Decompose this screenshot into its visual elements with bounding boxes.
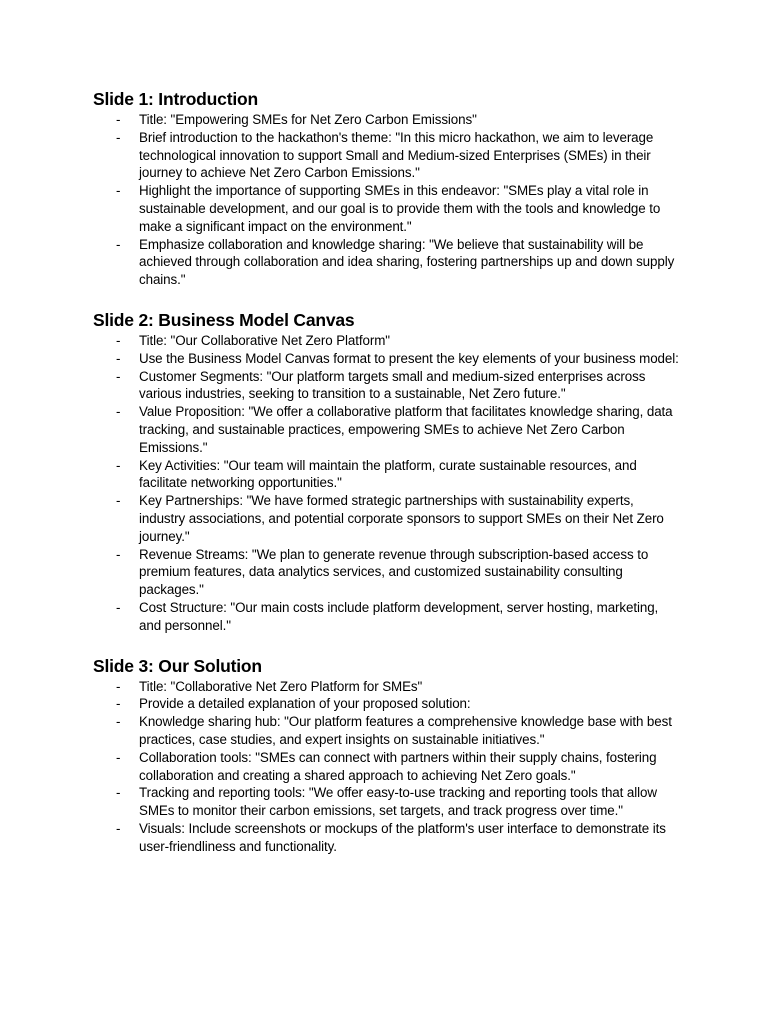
list-item (93, 350, 683, 368)
list-item (93, 492, 683, 545)
slide-heading: Slide 3: Our Solution (93, 655, 262, 676)
list-item (93, 111, 683, 129)
bullet-dash: - (116, 404, 121, 420)
list-item-text: Knowledge sharing hub: "Our platform features a comprehensive knowledge base with best practices, case studies, and expert insights on sustainable initiatives." (139, 714, 672, 747)
list-item-text: Brief introduction to the hackathon's theme: "In this micro hackathon, we aim to leverage technological innovation to support Small and Medium-sized Enterprises (SMEs) in their journey to achieve Net Zero Carbon Emissions." (139, 129, 654, 181)
slide-heading: Slide 1: Introduction (93, 89, 258, 109)
bullet-dash: - (116, 183, 121, 199)
slide-3-section (93, 655, 683, 856)
bullet-dash: - (116, 820, 121, 836)
bullet-dash: - (116, 350, 121, 366)
list-item-text: Key Partnerships: "We have formed strategic partnerships with sustainability experts, industry associations, and potential corporate sponsors to support SMEs on their Net Zero journey." (139, 493, 664, 544)
slide-1-section (93, 88, 683, 289)
list-item-text: Title: "Empowering SMEs for Net Zero Carbon Emissions" (139, 112, 477, 127)
list-item-text: Title: "Our Collaborative Net Zero Platform" (139, 332, 390, 348)
list-item (93, 678, 683, 696)
list-item (93, 182, 683, 235)
list-item (93, 695, 683, 713)
list-item (93, 129, 683, 182)
bullet-dash: - (116, 112, 121, 127)
list-item-text: Provide a detailed explanation of your proposed solution: (139, 696, 471, 712)
bullet-dash: - (116, 696, 121, 712)
document-content (93, 88, 683, 875)
list-item-text: Emphasize collaboration and knowledge sharing: "We believe that sustainability will be achieved through collaboration and idea sharing, fostering partnerships up and down supply chains." (139, 236, 675, 288)
bullet-dash: - (116, 368, 121, 384)
bullet-dash: - (116, 493, 121, 509)
list-item (93, 332, 683, 350)
slide-2-section (93, 309, 683, 635)
list-item-text: Value Proposition: "We offer a collaborative platform that facilitates knowledge sharing, data tracking, and sustainable practices, empowering SMEs to achieve Net Zero Carbon Emissions." (139, 404, 673, 455)
list-item-text: Visuals: Include screenshots or mockups of the platform's user interface to demonstrate its user-friendliness and functionality. (139, 820, 666, 854)
list-item-text: Cost Structure: "Our main costs include platform development, server hosting, marketing, and personnel." (139, 599, 659, 633)
list-item-text: Key Activities: "Our team will maintain the platform, curate sustainable resources, and facilitate networking opportunities." (139, 457, 637, 491)
list-item-text: Tracking and reporting tools: "We offer easy-to-use tracking and reporting tools that allow SMEs to monitor their carbon emissions, set targets, and track progress over time." (139, 785, 657, 819)
list-item (93, 236, 683, 289)
bullet-list (93, 678, 683, 856)
bullet-dash: - (116, 714, 121, 730)
bullet-list (93, 332, 683, 635)
bullet-dash: - (116, 678, 121, 694)
list-item (93, 784, 683, 820)
list-item (93, 749, 683, 785)
bullet-dash: - (116, 332, 121, 348)
bullet-dash: - (116, 749, 121, 765)
list-item-text: Collaboration tools: "SMEs can connect with partners within their supply chains, fostering collaboration and creating a shared approach to achieving Net Zero goals." (139, 749, 657, 783)
bullet-dash: - (116, 129, 121, 145)
list-item (93, 713, 683, 749)
list-item-text: Title: "Collaborative Net Zero Platform for SMEs" (139, 678, 423, 694)
list-item (93, 546, 683, 599)
bullet-dash: - (116, 546, 121, 562)
bullet-list (93, 111, 683, 289)
bullet-dash: - (116, 599, 121, 615)
list-item (93, 599, 683, 635)
list-item-text: Highlight the importance of supporting SMEs in this endeavor: "SMEs play a vital role in sustainable development, and our goal is to provide them with the tools and knowledge to make a significant impact on the environment." (139, 183, 661, 234)
slide-heading: Slide 2: Business Model Canvas (93, 309, 355, 330)
bullet-dash: - (116, 785, 121, 801)
list-item (93, 820, 683, 856)
bullet-dash: - (116, 457, 121, 473)
list-item (93, 368, 683, 404)
list-item (93, 457, 683, 493)
list-item-text: Customer Segments: "Our platform targets small and medium-sized enterprises across various industries, seeking to transition to a sustainable, Net Zero future." (139, 368, 646, 402)
bullet-dash: - (116, 236, 121, 252)
list-item-text: Revenue Streams: "We plan to generate revenue through subscription-based access to premium features, data analytics services, and customized sustainability consulting packages." (139, 546, 649, 598)
list-item (93, 403, 683, 456)
list-item-text: Use the Business Model Canvas format to present the key elements of your business model: (139, 350, 679, 366)
